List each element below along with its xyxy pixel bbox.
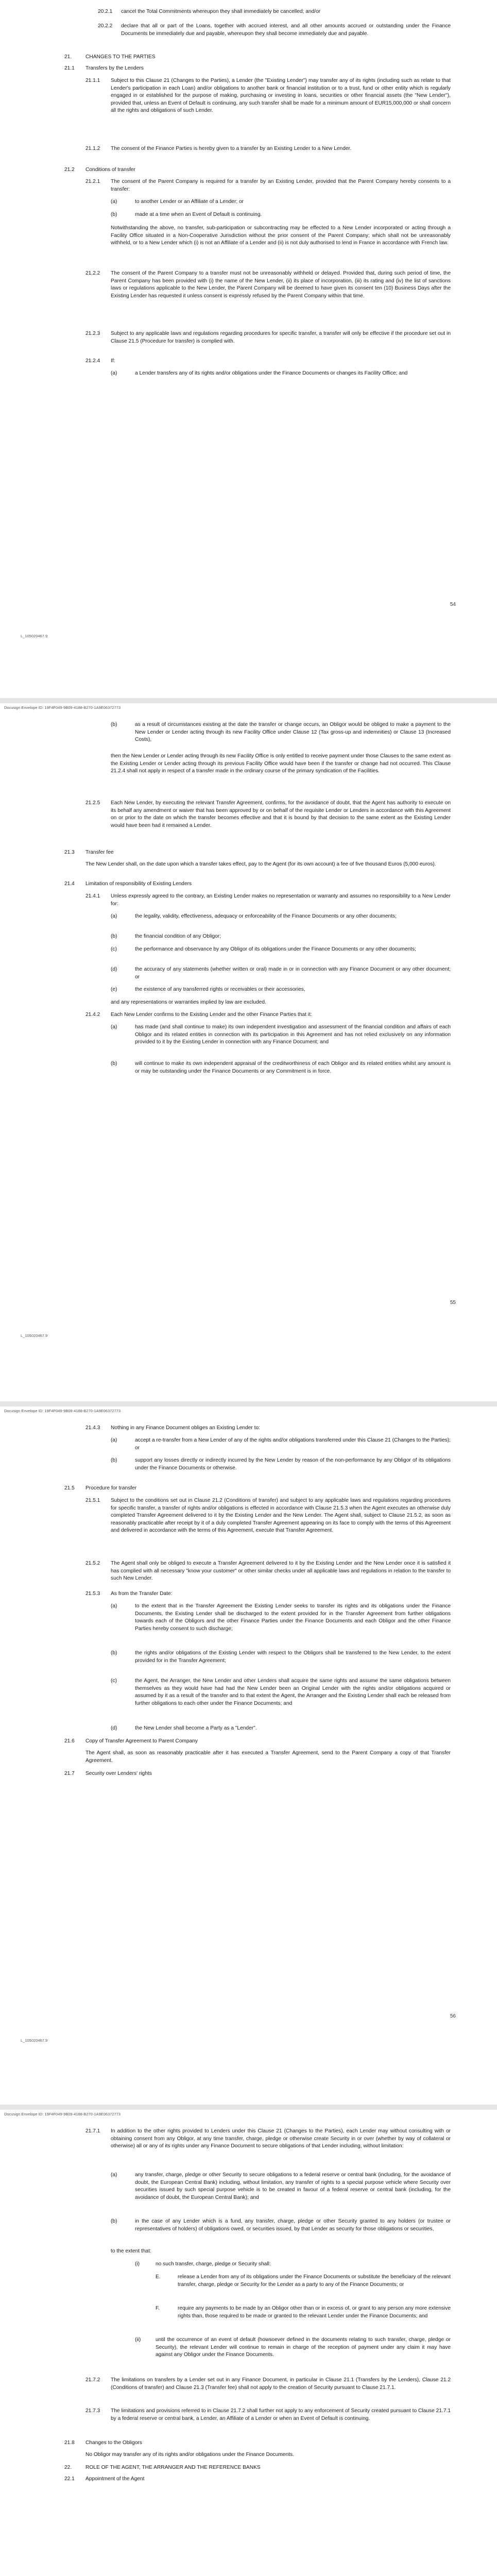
envelope-id: Docusign Envelope ID: 19F4F049-9B09-4188-B270-1A9E06372773 [4, 705, 121, 710]
document-id: L_105020467.9 [21, 1333, 48, 1338]
clause-number: 21.4.3 [85, 1425, 100, 1431]
item-label: (d) [111, 967, 117, 972]
clause-number: 21.1.2 [85, 146, 100, 151]
section-number: 21. [64, 54, 72, 60]
item-label: (a) [111, 913, 117, 919]
item-text: to the extent that in the Transfer Agreement the Existing Lender seeks to transfer its rights and its obligations under the Finance Documents, the Existing Lender shall be discharged to the extent provided for in the Transfer Agreement from further obligations towards each of the Obligors and the other Finance Parties under the Finance Documents and each Obligor and the other Finance Parties hereby consent to such discharge; [135, 1603, 451, 1632]
clause-number: 21.2.1 [85, 179, 100, 184]
clause-text: Subject to the conditions set out in Clause 21.2 (Conditions of transfer) and subject to any applicable laws and regulations regarding procedures for specific transfer, a transfer of rights and/or obligations is effected in accordance with Clause 21.5.3 when the Agent executes an otherwise duly completed Transfer Agreement delivered to it by the Existing Lender and the New Lender. The Agent shall, subject to Clause 21.5.2, as soon as reasonably practicable after receipt by it of a duly completed Transfer Agreement appearing on its face to comply with the terms of this Agreement and delivered in accordance with the terms of this Agreement, execute that Transfer Agreement. [111, 1498, 451, 1534]
clause-number: 22.1 [64, 2476, 75, 2482]
item-text: the financial condition of any Obligor; [135, 934, 221, 939]
item-text: has made (and shall continue to make) its own independent investigation and assessment of the financial condition and affairs of each Obligor and its related entities in connection with its participation in this Agreement and has not relied exclusively on any information provided to it by the Existing Lender in connection with any Finance Document; and [135, 1024, 451, 1045]
item-text: as a result of circumstances existing at the date the transfer or change occurs, an Obligor would be obliged to make a payment to the New Lender or Lender acting through its new Facility Office under Clause 12 (Tax gross-up and indemnities) or Clause 13 (Increased Costs), [135, 722, 451, 743]
item-label: (e) [111, 987, 117, 992]
section-number: 22. [64, 2465, 72, 2470]
document-page [0, 0, 497, 698]
document-page [0, 703, 497, 1401]
item-text: to another Lender or an Affiliate of a Lender; or [135, 199, 244, 205]
clause-heading: Transfers by the Lenders [85, 65, 144, 71]
item-label: F. [156, 2306, 160, 2311]
item-text: the rights and/or obligations of the Existing Lender with respect to the Obligors shall be transferred to the New Lender, to the extent provided for in the Transfer Agreement; [135, 1650, 451, 1664]
clause-text: Nothing in any Finance Document obliges an Existing Lender to: [111, 1425, 260, 1431]
clause-number: 21.4 [64, 881, 75, 887]
clause-heading: Changes to the Obligors [85, 2440, 142, 2446]
document-id: L_105020467.9 [21, 634, 48, 638]
item-label: (b) [111, 2218, 117, 2224]
clause-number: 21.5.3 [85, 1591, 100, 1597]
paragraph-text: and any representations or warranties implied by law are excluded. [111, 999, 266, 1005]
clause-text: cancel the Total Commitments whereupon they shall immediately be cancelled; and/or [121, 9, 321, 14]
clause-number: 21.3 [64, 850, 75, 855]
clause-number: 20.2.1 [98, 9, 113, 14]
envelope-id: Docusign Envelope ID: 19F4F049-9B09-4188-B270-1A9E06372773 [4, 1409, 121, 1413]
clause-number: 21.2 [64, 167, 75, 173]
item-label: (a) [111, 1024, 117, 1030]
document-page [0, 1406, 497, 2105]
item-label: (a) [111, 199, 117, 205]
clause-heading: Copy of Transfer Agreement to Parent Company [85, 1738, 198, 1744]
paragraph-text: No Obligor may transfer any of its rights and/or obligations under the Finance Documents. [85, 2452, 294, 2458]
clause-text: The consent of the Parent Company to a transfer must not be unreasonably withheld or delayed. Provided that, during such period of time, the Parent Company has been provided with (i) the name of the New Lender, (ii) its place of incorporation, (iii) its rating and (iv) the list of sanctions laws or regulations applicable to the New Lender, the Parent Company will be deemed to have given its consent ten (10) Business Days after the Existing Lender has requested it unless consent is expressly refused by the Parent Company within that time. [111, 270, 451, 299]
clause-text: In addition to the other rights provided to Lenders under this Clause 21 (Changes to the Parties), each Lender may without consulting with or obtaining consent from any Obligor, at any time transfer, charge, pledge or otherwise create Security in or over (whether by way of collateral or otherwise) all or any of its rights under any Finance Document to secure obligations of that Lender including, without limitation: [111, 2128, 451, 2149]
paragraph-text: The New Lender shall, on the date upon which a transfer takes effect, pay to the Agent (for its own account) a fee of five thousand Euros (5,000 euros). [85, 861, 436, 867]
paragraph-text: then the New Lender or Lender acting through its new Facility Office is only entitled to receive payment under those Clauses to the same extent as the Existing Lender or Lender acting through its previous Facility Office would have been if the transfer or change had not occurred. This Clause 21.2.4 shall not apply in respect of a transfer made in the ordinary course of the primary syndication of the Facilities. [111, 753, 451, 774]
clause-text: The consent of the Parent Company is required for a transfer by an Existing Lender, provided that the Parent Company hereby consents to a transfer: [111, 179, 451, 192]
clause-text: The limitations and provisions referred to in Clause 21.7.2 shall further not apply to any enforcement of Security created pursuant to Clause 21.7.1 by a federal reserve or central bank, a Lender, an Affiliate of a Lender or when an Event of Default is continuing. [111, 2408, 451, 2421]
clause-number: 21.7.2 [85, 2377, 100, 2383]
clause-text: Unless expressly agreed to the contrary, an Existing Lender makes no representation or warranty and assumes no responsibility to a New Lender for: [111, 893, 451, 907]
item-text: a Lender transfers any of its rights and/or obligations under the Finance Documents or changes its Facility Office; and [135, 370, 408, 376]
paragraph-text: to the extent that: [111, 2248, 151, 2254]
clause-text: Subject to any applicable laws and regulations regarding procedures for specific transfer, a transfer will only be effective if the procedure set out in Clause 21.5 (Procedure for transfer) is complied with. [111, 331, 451, 344]
clause-text: The limitations on transfers by a Lender set out in any Finance Document, in particular in Clause 21.1 (Transfers by the Lenders), Clause 21.2 (Conditions of transfer) and Clause 21.3 (Transfer fee) shall not apply to the creation of Security pursuant to Clause 21.7.1. [111, 2377, 451, 2391]
item-text: the Agent, the Arranger, the New Lender and other Lenders shall acquire the same rights and assume the same obligations between themselves as they would have had had the New Lender been an Original Lender with the rights and/or obligations acquired or assumed by it as a result of the transfer and to that extent the Agent, the Arranger and the Existing Lender shall each be released from further obligations to each other under the Finance Documents; and [135, 1678, 451, 1706]
clause-heading: Transfer fee [85, 850, 114, 855]
item-label: (a) [111, 370, 117, 376]
clause-number: 21.5.1 [85, 1498, 100, 1503]
clause-number: 21.2.5 [85, 800, 100, 806]
item-label: (b) [111, 934, 117, 939]
clause-number: 21.4.2 [85, 1012, 100, 1018]
clause-number: 21.1.1 [85, 78, 100, 83]
item-text: require any payments to be made by an Obligor other than or in excess of, or grant to any person any more extensive rights than, those required to be made or granted to the relevant Lender under the Finance Documents; and [178, 2306, 451, 2319]
item-label: (c) [111, 946, 117, 952]
item-text: no such transfer, charge, pledge or Security shall: [156, 2261, 271, 2267]
item-text: the accuracy of any statements (whether written or oral) made in or in connection with any Finance Document or any other document; or [135, 967, 451, 980]
section-heading: ROLE OF THE AGENT, THE ARRANGER AND THE REFERENCE BANKS [85, 2465, 261, 2470]
clause-text: As from the Transfer Date: [111, 1591, 173, 1597]
item-label: (a) [111, 1603, 117, 1609]
item-label: (a) [111, 2172, 117, 2178]
clause-text: Each New Lender, by executing the relevant Transfer Agreement, confirms, for the avoidance of doubt, that the Agent has authority to execute on its behalf any amendment or waiver that has been approved by or on behalf of the requisite Lender or Lenders in accordance with this Agreement on or prior to the date on which the transfer becomes effective and that it is bound by that decision to the same extent as the Existing Lender would have been had it remained a Lender. [111, 800, 451, 828]
paragraph-text: The Agent shall, as soon as reasonably practicable after it has executed a Transfer Agreement, send to the Parent Company a copy of that Transfer Agreement. [85, 1750, 451, 1764]
clause-text: The consent of the Finance Parties is hereby given to a transfer by an Existing Lender to a New Lender. [111, 146, 352, 151]
document-page [0, 2110, 497, 2576]
item-label: (b) [111, 722, 117, 727]
envelope-id: Docusign Envelope ID: 19F4F049-9B09-4188-B270-1A9E06372773 [4, 2112, 121, 2116]
item-text: the existence of any transferred rights or receivables or their accessories, [135, 987, 305, 992]
clause-number: 21.4.1 [85, 893, 100, 899]
clause-number: 21.7.1 [85, 2128, 100, 2134]
paragraph-text: Notwithstanding the above, no transfer, sub-participation or subcontracting may be effected to a New Lender incorporated or acting through a Facility Office situated in a Non-Cooperative Jurisdiction without the prior consent of the Parent Company; which shall not be unreasonably withheld, or to a New Lender which (i) is not an Affiliate of a Lender and (ii) is not duly authorised to lend in France in accordance with French law. [111, 225, 451, 246]
clause-number: 21.5.2 [85, 1561, 100, 1566]
clause-number: 21.2.3 [85, 331, 100, 336]
clause-number: 21.7.3 [85, 2408, 100, 2414]
item-text: accept a re-transfer from a New Lender of any of the rights and/or obligations transferred under this Clause 21 (Changes to the Parties); or [135, 1437, 451, 1451]
clause-number: 21.2.2 [85, 270, 100, 276]
item-text: release a Lender from any of its obligations under the Finance Documents or substitute the beneficiary of the relevant transfer, charge, pledge or Security for the Lender as a party to any of the Finance Documents; or [178, 2274, 451, 2287]
item-label: (i) [135, 2261, 140, 2267]
clause-heading: Procedure for transfer [85, 1485, 137, 1491]
item-text: any transfer, charge, pledge or other Security to secure obligations to a federal reserve or central bank (including, for the avoidance of doubt, the European Central Bank) including, without limitation, any transfer of rights to a special purpose vehicle where Security over securities issued by such special purpose vehicle is to be created in favour of a federal reserve or central bank (including, for the avoidance of doubt, the European Central Bank); and [135, 2172, 451, 2200]
clause-heading: Conditions of transfer [85, 167, 135, 173]
clause-heading: Appointment of the Agent [85, 2476, 145, 2482]
clause-heading: Limitation of responsibility of Existing Lenders [85, 881, 192, 887]
clause-text: declare that all or part of the Loans, together with accrued interest, and all other amounts accrued or outstanding under the Finance Documents be immediately due and payable, whereupon they shall become immediately due and payable. [121, 23, 451, 37]
clause-number: 20.2.2 [98, 23, 113, 29]
clause-number: 21.1 [64, 65, 75, 71]
item-text: will continue to make its own independent appraisal of the creditworthiness of each Obligor and its related entities whilst any amount is or may be outstanding under the Finance Documents or any Commitment is in force. [135, 1061, 451, 1074]
section-heading: CHANGES TO THE PARTIES [85, 54, 156, 60]
clause-number: 21.2.4 [85, 358, 100, 364]
item-text: support any losses directly or indirectly incurred by the New Lender by reason of the non-performance by any Obligor of its obligations under the Finance Documents or otherwise. [135, 1458, 451, 1471]
page-number: 54 [450, 602, 456, 607]
clause-text: If: [111, 358, 115, 364]
item-text: the New Lender shall become a Party as a "Lender". [135, 1725, 257, 1731]
item-label: (ii) [135, 2337, 141, 2343]
item-label: (c) [111, 1678, 117, 1684]
clause-text: Each New Lender confirms to the Existing Lender and the other Finance Parties that it: [111, 1012, 312, 1018]
document-id: L_105020467.9 [21, 2038, 48, 2043]
clause-number: 21.8 [64, 2440, 75, 2446]
item-label: (b) [111, 1458, 117, 1463]
clause-text: Subject to this Clause 21 (Changes to the Parties), a Lender (the "Existing Lender") may transfer any of its rights (including such as relate to that Lender's participation in each Loan) and/or obligations to another bank or financial institution or to a trust, fund or other entity which is regularly engaged in or established for the purpose of making, purchasing or investing in loans, securities or other financial assets (the "New Lender"), provided that, unless an Event of Default is continuing, any such transfer shall be made for a minimum amount of EUR15,000,000 or shall concern all the rights and obligations of such Lender. [111, 78, 451, 114]
item-label: (d) [111, 1725, 117, 1731]
item-text: until the occurrence of an event of default (howsoever defined in the documents relating to such transfer, charge, pledge or Security), the relevant Lender will continue to remain in charge of the reception of payment under any claim it may have against any Obligor under the Finance Documents. [156, 2337, 451, 2358]
item-label: (a) [111, 1437, 117, 1443]
item-text: made at a time when an Event of Default is continuing. [135, 212, 262, 217]
clause-number: 21.6 [64, 1738, 75, 1744]
item-label: (b) [111, 212, 117, 217]
item-text: the performance and observance by any Obligor of its obligations under the Finance Documents or any other documents; [135, 946, 416, 952]
page-number: 56 [450, 2013, 456, 2019]
item-label: (b) [111, 1650, 117, 1656]
clause-heading: Security over Lenders' rights [85, 1771, 152, 1776]
clause-text: The Agent shall only be obliged to execute a Transfer Agreement delivered to it by the Existing Lender and the New Lender once it is satisfied it has complied with all necessary "know your customer" or other similar checks under all applicable laws and regulations in relation to the transfer to such New Lender. [111, 1561, 451, 1582]
item-text: the legality, validity, effectiveness, adequacy or enforceability of the Finance Documents or any other documents; [135, 913, 397, 919]
item-label: (b) [111, 1061, 117, 1066]
page-number: 55 [450, 1300, 456, 1306]
item-label: E. [156, 2274, 161, 2280]
item-text: in the case of any Lender which is a fund, any transfer, charge, pledge or other Security granted to any holders (or trustee or representatives of holders) of obligations owed, or securities issued, by that Lender as security for those obligations or securities, [135, 2218, 451, 2232]
clause-number: 21.5 [64, 1485, 75, 1491]
clause-number: 21.7 [64, 1771, 75, 1776]
